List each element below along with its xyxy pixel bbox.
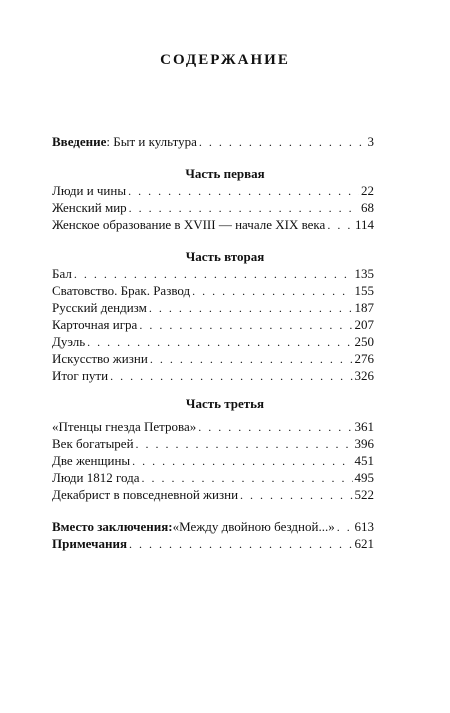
toc-entry-closing[interactable]: [52, 519, 374, 535]
entry-page: 276: [354, 351, 374, 366]
entry-page: 250: [354, 334, 374, 349]
toc-entry-notes[interactable]: [52, 536, 374, 552]
entry-page: 114: [354, 217, 374, 232]
leader-dots: [192, 283, 352, 299]
toc-entry[interactable]: [52, 266, 374, 282]
entry-label: Карточная игра: [52, 317, 138, 332]
entry-label: «Между двойною бездной...»: [172, 519, 335, 534]
entry-page: 187: [354, 300, 374, 315]
leader-dots: [149, 300, 353, 316]
leader-dots: [110, 368, 352, 384]
toc-entry[interactable]: [52, 453, 374, 469]
leader-dots: [141, 470, 352, 486]
page-title: СОДЕРЖАНИЕ: [160, 52, 290, 68]
entry-page: 522: [354, 487, 374, 502]
entry-page: 451: [354, 453, 374, 468]
entry-label: Люди и чины: [52, 183, 127, 198]
entry-label: Декабрист в повседневной жизни: [52, 487, 239, 502]
entry-label-bold: Примечания: [52, 536, 127, 551]
toc-entry[interactable]: [52, 436, 374, 452]
leader-dots: [337, 519, 353, 535]
leader-dots: [136, 436, 353, 452]
leader-dots: [327, 217, 353, 233]
toc-entry[interactable]: [52, 470, 374, 486]
leader-dots: [240, 487, 352, 503]
toc-entry-intro[interactable]: [52, 134, 374, 150]
leader-dots: [74, 266, 353, 282]
entry-label: Две женщины: [52, 453, 131, 468]
leader-dots: [198, 419, 352, 435]
entry-label: Женский мир: [52, 200, 127, 215]
entry-label-bold: Вместо заключения:: [52, 519, 173, 534]
entry-page: 396: [354, 436, 374, 451]
part-heading-2: Часть вторая: [185, 249, 265, 264]
entry-page: 621: [354, 536, 374, 551]
entry-page: 613: [354, 519, 374, 534]
entry-page: 22: [361, 183, 374, 198]
toc-entry[interactable]: [52, 334, 374, 350]
toc-entry[interactable]: [52, 419, 374, 435]
entry-label: Дуэль: [52, 334, 86, 349]
toc-entry[interactable]: [52, 317, 374, 333]
entry-label: Женское образование в XVIII — начале XIX века: [52, 217, 326, 232]
entry-label: Век богатырей: [52, 436, 134, 451]
toc-entry[interactable]: [52, 217, 374, 233]
toc-entry[interactable]: [52, 300, 374, 316]
entry-page: 207: [354, 317, 374, 332]
entry-label-bold: Введение: [52, 134, 107, 149]
entry-page: 361: [354, 419, 374, 434]
entry-label: Искусство жизни: [52, 351, 148, 366]
leader-dots: [199, 134, 366, 150]
entry-page: 155: [354, 283, 374, 298]
toc-entry[interactable]: [52, 368, 374, 384]
leader-dots: [132, 453, 352, 469]
leader-dots: [129, 200, 359, 216]
entry-label: Люди 1812 года: [52, 470, 140, 485]
entry-page: 326: [354, 368, 374, 383]
toc-entry[interactable]: [52, 283, 374, 299]
entry-label: Русский дендизм: [52, 300, 147, 315]
toc-entry[interactable]: [52, 351, 374, 367]
entry-page: 135: [354, 266, 374, 281]
leader-dots: [128, 183, 359, 199]
entry-page: 3: [367, 134, 374, 149]
entry-label: : Быт и культура: [106, 134, 197, 149]
entry-label: Итог пути: [52, 368, 109, 383]
leader-dots: [150, 351, 353, 367]
entry-label: Сватовство. Брак. Развод: [52, 283, 191, 298]
toc-entry[interactable]: [52, 183, 374, 199]
part-heading-3: Часть третья: [185, 396, 265, 411]
leader-dots: [139, 317, 352, 333]
entry-label: Бал: [52, 266, 72, 281]
leader-dots: [87, 334, 352, 350]
toc-entry[interactable]: [52, 200, 374, 216]
part-heading-1: Часть первая: [185, 166, 265, 181]
leader-dots: [129, 536, 353, 552]
toc-entry[interactable]: [52, 487, 374, 503]
entry-label: «Птенцы гнезда Петрова»: [52, 419, 197, 434]
entry-page: 68: [361, 200, 374, 215]
entry-page: 495: [354, 470, 374, 485]
